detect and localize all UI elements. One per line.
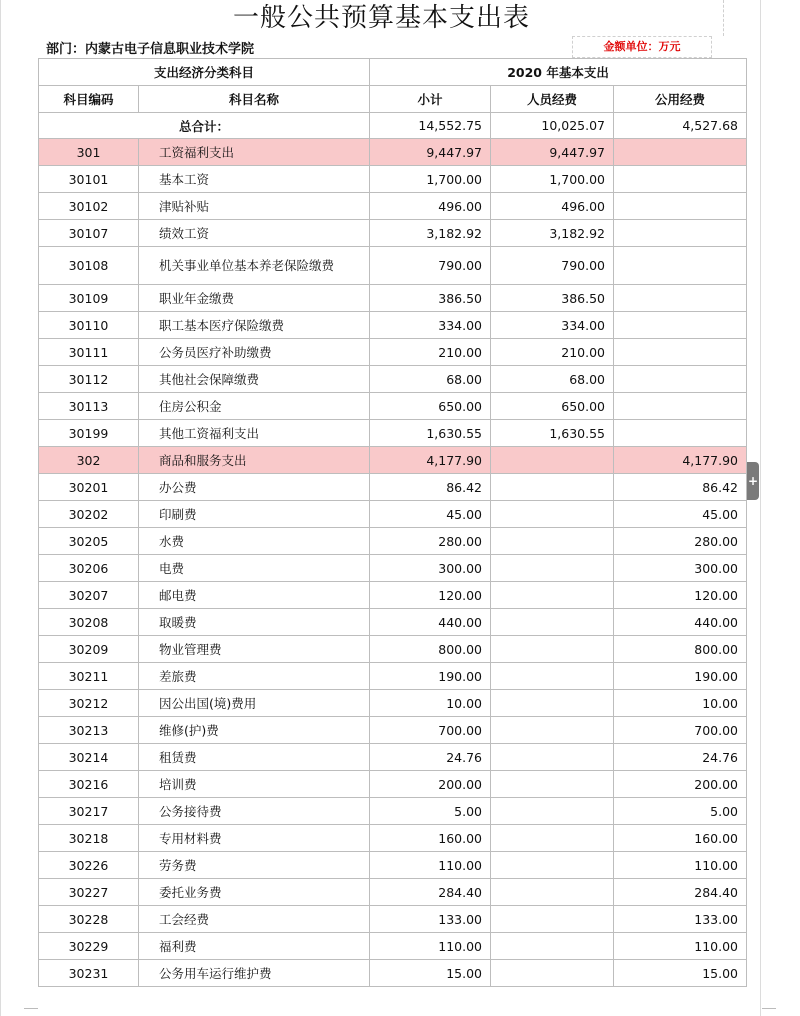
row-subtotal: 160.00	[370, 825, 491, 852]
row-code: 30107	[39, 220, 139, 247]
row-name: 培训费	[139, 771, 370, 798]
table-row	[39, 312, 747, 339]
row-subtotal: 1,630.55	[370, 420, 491, 447]
total-subtotal: 14,552.75	[370, 113, 491, 139]
row-personnel: 1,630.55	[491, 420, 614, 447]
row-code: 30201	[39, 474, 139, 501]
row-personnel	[491, 906, 614, 933]
row-name: 机关事业单位基本养老保险缴费	[139, 247, 370, 285]
row-code: 30211	[39, 663, 139, 690]
row-code: 30217	[39, 798, 139, 825]
page-title: 一般公共预算基本支出表	[40, 0, 724, 36]
table-row	[39, 501, 747, 528]
row-personnel	[491, 798, 614, 825]
row-subtotal: 790.00	[370, 247, 491, 285]
row-name: 邮电费	[139, 582, 370, 609]
table-row	[39, 609, 747, 636]
row-code: 30214	[39, 744, 139, 771]
row-public: 24.76	[614, 744, 747, 771]
row-code: 30112	[39, 366, 139, 393]
row-personnel: 9,447.97	[491, 139, 614, 166]
table-row	[39, 247, 747, 285]
row-personnel	[491, 447, 614, 474]
row-name: 公务用车运行维护费	[139, 960, 370, 987]
table-row	[39, 528, 747, 555]
row-personnel	[491, 663, 614, 690]
header-name: 科目名称	[139, 86, 370, 113]
row-code: 30218	[39, 825, 139, 852]
total-public: 4,527.68	[614, 113, 747, 139]
row-personnel	[491, 690, 614, 717]
row-code: 30113	[39, 393, 139, 420]
row-personnel	[491, 528, 614, 555]
table-row	[39, 420, 747, 447]
gridline	[0, 0, 1, 1016]
row-subtotal: 280.00	[370, 528, 491, 555]
row-name: 委托业务费	[139, 879, 370, 906]
expand-tab-icon[interactable]: +	[747, 462, 759, 500]
row-code: 30208	[39, 609, 139, 636]
table-row	[39, 220, 747, 247]
department-label: 部门：内蒙古电子信息职业技术学院	[46, 42, 255, 57]
row-personnel: 210.00	[491, 339, 614, 366]
row-personnel	[491, 825, 614, 852]
table-row	[39, 555, 747, 582]
row-subtotal: 700.00	[370, 717, 491, 744]
row-code: 30228	[39, 906, 139, 933]
row-code: 30206	[39, 555, 139, 582]
total-row	[39, 113, 747, 139]
row-name: 津贴补贴	[139, 193, 370, 220]
row-public	[614, 193, 747, 220]
table-row	[39, 960, 747, 987]
row-public: 133.00	[614, 906, 747, 933]
row-public	[614, 139, 747, 166]
row-name: 印刷费	[139, 501, 370, 528]
row-public	[614, 420, 747, 447]
table-row	[39, 771, 747, 798]
row-personnel	[491, 474, 614, 501]
row-personnel: 1,700.00	[491, 166, 614, 193]
row-public: 800.00	[614, 636, 747, 663]
row-code: 30231	[39, 960, 139, 987]
row-public	[614, 393, 747, 420]
row-subtotal: 650.00	[370, 393, 491, 420]
header-personnel: 人员经费	[491, 86, 614, 113]
row-code: 301	[39, 139, 139, 166]
table-row	[39, 879, 747, 906]
table-body	[39, 139, 747, 987]
row-public: 45.00	[614, 501, 747, 528]
row-name: 福利费	[139, 933, 370, 960]
row-public: 284.40	[614, 879, 747, 906]
row-personnel	[491, 555, 614, 582]
row-subtotal: 45.00	[370, 501, 491, 528]
row-code: 30199	[39, 420, 139, 447]
row-code: 30227	[39, 879, 139, 906]
row-subtotal: 1,700.00	[370, 166, 491, 193]
row-public: 110.00	[614, 852, 747, 879]
row-name: 工会经费	[139, 906, 370, 933]
row-personnel: 386.50	[491, 285, 614, 312]
table-row	[39, 636, 747, 663]
total-label: 总合计：	[39, 113, 370, 139]
row-personnel: 496.00	[491, 193, 614, 220]
row-subtotal: 334.00	[370, 312, 491, 339]
row-public: 700.00	[614, 717, 747, 744]
row-name: 公务员医疗补助缴费	[139, 339, 370, 366]
row-name: 取暖费	[139, 609, 370, 636]
table-row	[39, 393, 747, 420]
row-personnel	[491, 609, 614, 636]
header-code: 科目编码	[39, 86, 139, 113]
row-public: 160.00	[614, 825, 747, 852]
row-code: 30108	[39, 247, 139, 285]
table-row	[39, 744, 747, 771]
row-personnel	[491, 717, 614, 744]
table-row	[39, 933, 747, 960]
row-public: 110.00	[614, 933, 747, 960]
row-name: 职业年金缴费	[139, 285, 370, 312]
row-personnel	[491, 501, 614, 528]
header-public: 公用经费	[614, 86, 747, 113]
row-subtotal: 284.40	[370, 879, 491, 906]
row-name: 商品和服务支出	[139, 447, 370, 474]
table-row	[39, 825, 747, 852]
row-public: 86.42	[614, 474, 747, 501]
row-subtotal: 300.00	[370, 555, 491, 582]
unit-label: 金额单位：万元	[572, 36, 712, 58]
row-personnel: 334.00	[491, 312, 614, 339]
table-row	[39, 474, 747, 501]
row-name: 维修(护)费	[139, 717, 370, 744]
row-public: 300.00	[614, 555, 747, 582]
header-row	[39, 86, 747, 113]
row-code: 30229	[39, 933, 139, 960]
row-personnel: 68.00	[491, 366, 614, 393]
row-personnel	[491, 852, 614, 879]
row-public: 120.00	[614, 582, 747, 609]
row-name: 公务接待费	[139, 798, 370, 825]
row-public: 10.00	[614, 690, 747, 717]
table-row	[39, 447, 747, 474]
row-subtotal: 9,447.97	[370, 139, 491, 166]
row-code: 30212	[39, 690, 139, 717]
row-code: 30101	[39, 166, 139, 193]
table-row	[39, 906, 747, 933]
row-name: 职工基本医疗保险缴费	[139, 312, 370, 339]
row-public: 200.00	[614, 771, 747, 798]
row-code: 30213	[39, 717, 139, 744]
row-public	[614, 312, 747, 339]
row-public	[614, 285, 747, 312]
row-subtotal: 133.00	[370, 906, 491, 933]
row-subtotal: 210.00	[370, 339, 491, 366]
page-corner-mark	[762, 1008, 776, 1009]
row-name: 电费	[139, 555, 370, 582]
row-name: 住房公积金	[139, 393, 370, 420]
row-personnel	[491, 744, 614, 771]
row-subtotal: 110.00	[370, 933, 491, 960]
gridline	[760, 0, 761, 1016]
table-row	[39, 717, 747, 744]
row-public	[614, 247, 747, 285]
row-code: 30207	[39, 582, 139, 609]
department-row	[38, 36, 746, 58]
row-name: 办公费	[139, 474, 370, 501]
row-public	[614, 220, 747, 247]
row-name: 租赁费	[139, 744, 370, 771]
table-row	[39, 366, 747, 393]
row-subtotal: 86.42	[370, 474, 491, 501]
row-name: 基本工资	[139, 166, 370, 193]
row-public: 15.00	[614, 960, 747, 987]
row-code: 30226	[39, 852, 139, 879]
row-personnel: 790.00	[491, 247, 614, 285]
row-personnel	[491, 771, 614, 798]
total-personnel: 10,025.07	[491, 113, 614, 139]
table-row	[39, 798, 747, 825]
row-code: 30109	[39, 285, 139, 312]
row-subtotal: 200.00	[370, 771, 491, 798]
row-name: 劳务费	[139, 852, 370, 879]
header-group-row	[39, 59, 747, 86]
table-row	[39, 663, 747, 690]
row-subtotal: 386.50	[370, 285, 491, 312]
table-row	[39, 582, 747, 609]
row-subtotal: 5.00	[370, 798, 491, 825]
row-code: 30202	[39, 501, 139, 528]
budget-table	[38, 58, 747, 987]
row-subtotal: 440.00	[370, 609, 491, 636]
header-subtotal: 小计	[370, 86, 491, 113]
row-name: 绩效工资	[139, 220, 370, 247]
row-personnel	[491, 933, 614, 960]
row-name: 其他社会保障缴费	[139, 366, 370, 393]
row-subtotal: 10.00	[370, 690, 491, 717]
row-public: 190.00	[614, 663, 747, 690]
row-public: 440.00	[614, 609, 747, 636]
table-row	[39, 193, 747, 220]
row-code: 30209	[39, 636, 139, 663]
table-row	[39, 139, 747, 166]
row-code: 30111	[39, 339, 139, 366]
header-year-group: 2020 年基本支出	[370, 59, 747, 86]
row-subtotal: 800.00	[370, 636, 491, 663]
row-code: 30205	[39, 528, 139, 555]
row-subtotal: 110.00	[370, 852, 491, 879]
page-corner-mark	[24, 1008, 38, 1009]
row-personnel	[491, 582, 614, 609]
row-subtotal: 15.00	[370, 960, 491, 987]
row-public: 4,177.90	[614, 447, 747, 474]
row-subtotal: 3,182.92	[370, 220, 491, 247]
row-personnel	[491, 879, 614, 906]
table-row	[39, 690, 747, 717]
row-public: 5.00	[614, 798, 747, 825]
row-public	[614, 366, 747, 393]
row-personnel: 3,182.92	[491, 220, 614, 247]
row-public: 280.00	[614, 528, 747, 555]
row-code: 30216	[39, 771, 139, 798]
row-personnel	[491, 960, 614, 987]
header-category-group: 支出经济分类科目	[39, 59, 370, 86]
row-code: 30110	[39, 312, 139, 339]
table-row	[39, 285, 747, 312]
row-subtotal: 120.00	[370, 582, 491, 609]
row-subtotal: 68.00	[370, 366, 491, 393]
row-personnel	[491, 636, 614, 663]
table-row	[39, 852, 747, 879]
row-name: 其他工资福利支出	[139, 420, 370, 447]
row-subtotal: 190.00	[370, 663, 491, 690]
row-code: 302	[39, 447, 139, 474]
table-row	[39, 339, 747, 366]
row-subtotal: 4,177.90	[370, 447, 491, 474]
row-name: 差旅费	[139, 663, 370, 690]
row-name: 工资福利支出	[139, 139, 370, 166]
row-name: 专用材料费	[139, 825, 370, 852]
row-name: 水费	[139, 528, 370, 555]
row-name: 物业管理费	[139, 636, 370, 663]
table-row	[39, 166, 747, 193]
row-subtotal: 496.00	[370, 193, 491, 220]
row-name: 因公出国(境)费用	[139, 690, 370, 717]
row-public	[614, 166, 747, 193]
row-code: 30102	[39, 193, 139, 220]
row-subtotal: 24.76	[370, 744, 491, 771]
row-personnel: 650.00	[491, 393, 614, 420]
row-public	[614, 339, 747, 366]
